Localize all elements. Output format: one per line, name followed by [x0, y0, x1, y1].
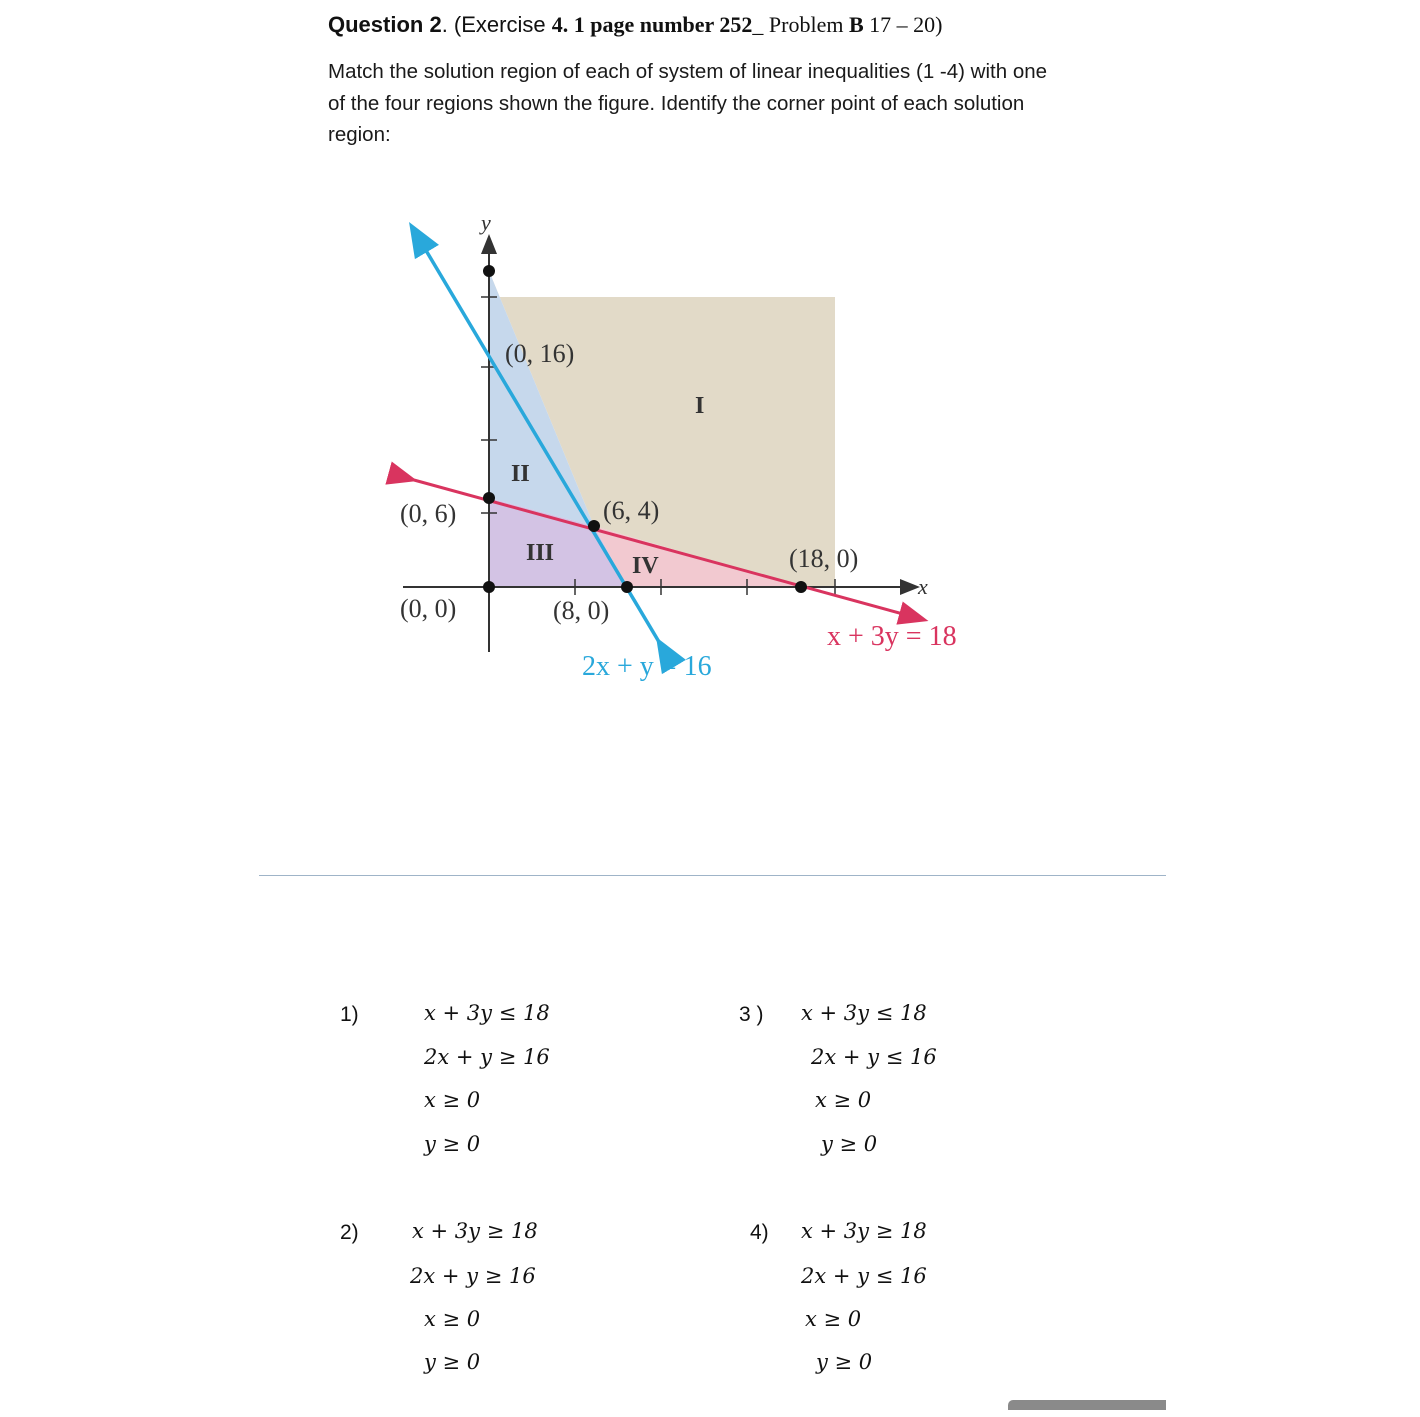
label-region-i: I — [695, 393, 705, 419]
system-2-number: 2) — [340, 1221, 359, 1244]
system-3-line-1: x + 3y ≤ 18 — [801, 1001, 927, 1025]
system-4-line-2: 2x + y ≤ 16 — [801, 1264, 927, 1288]
system-4-line-3: x ≥ 0 — [805, 1307, 862, 1331]
label-point-0-16: (0, 16) — [505, 339, 575, 368]
horizontal-scrollbar[interactable] — [1008, 1400, 1166, 1410]
label-point-8-0: (8, 0) — [553, 596, 610, 625]
x-axis-label: x — [918, 574, 928, 599]
system-1-line-4: y ≥ 0 — [424, 1132, 481, 1156]
point-0-6 — [483, 492, 495, 504]
heading-problem-letter: B — [848, 12, 864, 37]
label-point-18-0: (18, 0) — [789, 544, 859, 573]
label-region-iii: III — [526, 540, 555, 566]
heading-exercise: 4. 1 page number 252 — [551, 12, 753, 37]
system-4-line-1: x + 3y ≥ 18 — [801, 1219, 927, 1243]
system-2-line-3: x ≥ 0 — [424, 1307, 481, 1331]
heading-mid: _ Problem — [752, 12, 849, 37]
system-3-number: 3 ) — [739, 1003, 764, 1026]
label-line-blue: 2x + y = 16 — [582, 651, 712, 682]
system-3-line-3: x ≥ 0 — [815, 1088, 872, 1112]
system-1-line-3: x ≥ 0 — [424, 1088, 481, 1112]
label-region-ii: II — [511, 461, 530, 487]
system-1-number: 1) — [340, 1003, 359, 1026]
label-point-6-4: (6, 4) — [603, 496, 660, 525]
system-3-line-2: 2x + y ≤ 16 — [811, 1045, 937, 1069]
point-6-4 — [588, 520, 600, 532]
point-8-0 — [621, 581, 633, 593]
question-label: Question 2 — [328, 12, 442, 37]
system-2-line-1: x + 3y ≥ 18 — [412, 1219, 538, 1243]
heading-range: 17 – 20) — [863, 12, 943, 37]
point-18-0 — [795, 581, 807, 593]
label-line-red: x + 3y = 18 — [827, 621, 957, 652]
system-1-line-2: 2x + y ≥ 16 — [424, 1045, 550, 1069]
instructions-line-3: region: — [328, 123, 391, 146]
label-region-iv: IV — [632, 553, 659, 579]
heading-open: (Exercise — [453, 12, 552, 37]
system-1-line-1: x + 3y ≤ 18 — [424, 1001, 550, 1025]
system-3-line-4: y ≥ 0 — [821, 1132, 878, 1156]
system-2-line-4: y ≥ 0 — [424, 1350, 481, 1374]
point-0-16 — [483, 265, 495, 277]
section-divider — [259, 875, 1166, 876]
instructions-line-1: Match the solution region of each of system of linear inequalities (1 -4) with one — [328, 60, 1048, 83]
label-point-0-6: (0, 6) — [400, 499, 457, 528]
system-4-number: 4) — [750, 1221, 769, 1244]
heading-dot: . — [441, 12, 454, 37]
label-point-0-0: (0, 0) — [400, 594, 457, 623]
system-4-line-4: y ≥ 0 — [816, 1350, 873, 1374]
y-axis-label: y — [481, 210, 491, 235]
system-2-line-2: 2x + y ≥ 16 — [410, 1264, 536, 1288]
point-0-0 — [483, 581, 495, 593]
instructions-line-2: of the four regions shown the figure. Identify the corner point of each solution — [328, 91, 1025, 115]
